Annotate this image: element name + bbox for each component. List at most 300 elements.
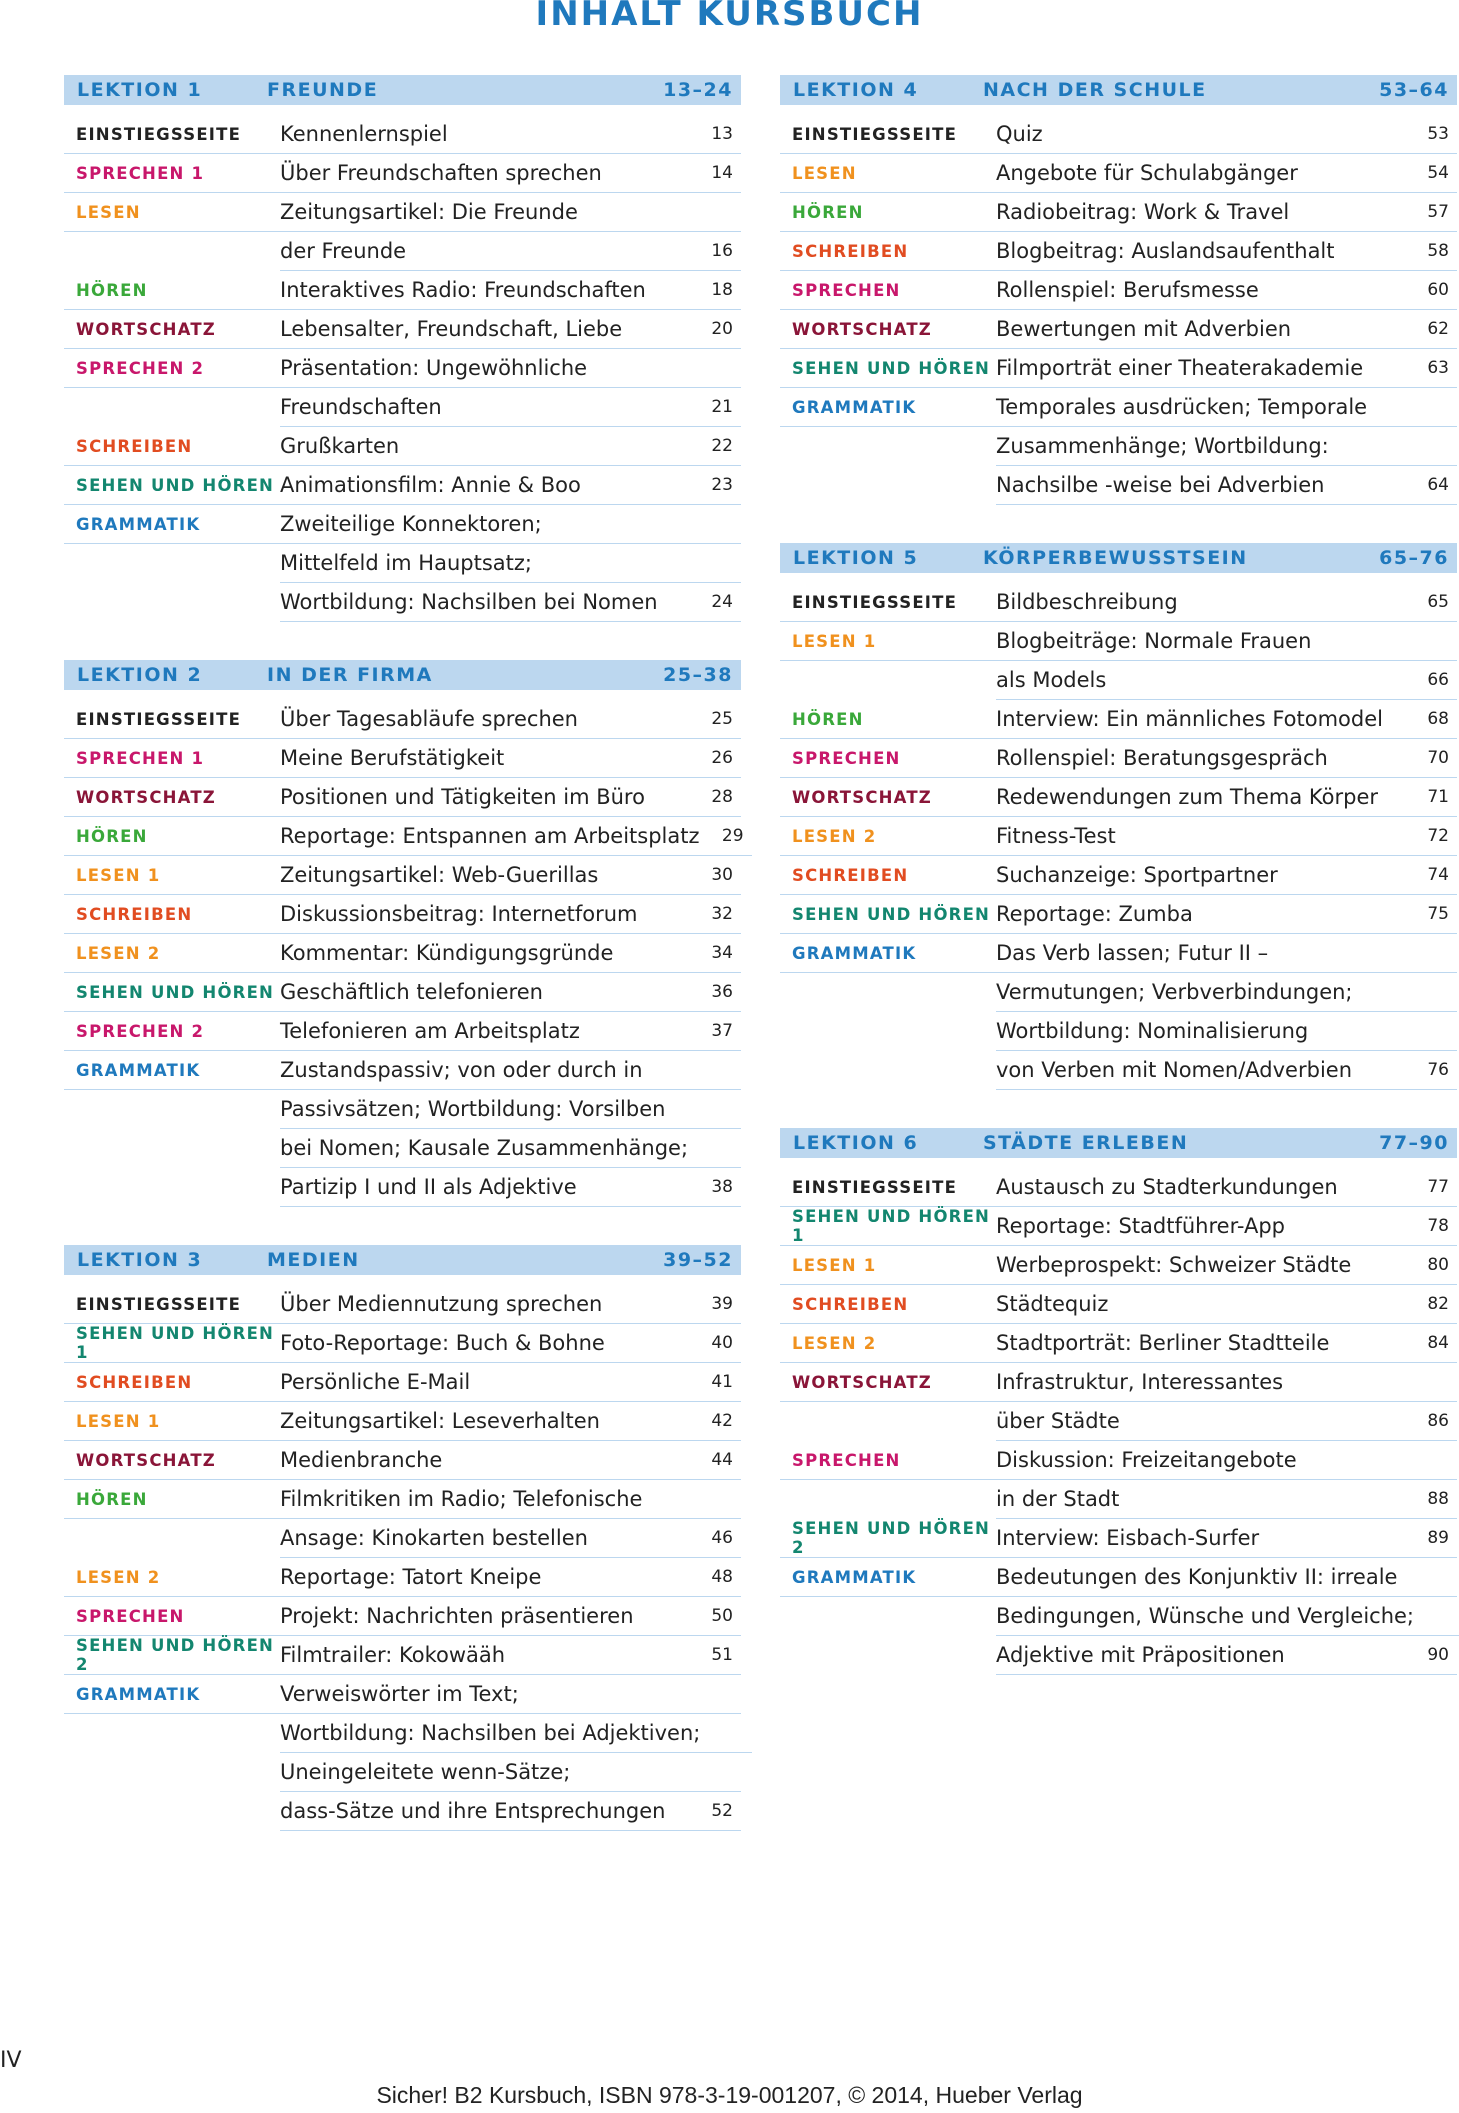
section-label: WORTSCHATZ bbox=[780, 778, 996, 817]
entry-page: 21 bbox=[689, 388, 741, 427]
section-label: EINSTIEGSSEITE bbox=[64, 115, 280, 154]
toc-entry[interactable] bbox=[780, 115, 1457, 154]
entry-page: 18 bbox=[689, 271, 741, 310]
toc-entry[interactable] bbox=[780, 1207, 1457, 1246]
entry-page: 36 bbox=[689, 973, 741, 1012]
section-label bbox=[64, 583, 280, 622]
entry-page bbox=[689, 1753, 741, 1792]
section-label: LESEN 1 bbox=[64, 856, 280, 895]
toc-entry[interactable] bbox=[64, 1012, 741, 1051]
entry-title: Wortbildung: Nominalisierung bbox=[996, 1012, 1405, 1051]
entry-title: Ansage: Kinokarten bestellen bbox=[280, 1519, 689, 1558]
toc-entry[interactable] bbox=[780, 1324, 1457, 1363]
entry-page: 24 bbox=[689, 583, 741, 622]
entry-title: Bedingungen, Wünsche und Vergleiche; bbox=[996, 1597, 1414, 1636]
section-label: LESEN 2 bbox=[780, 817, 996, 856]
entry-page: 48 bbox=[689, 1558, 741, 1597]
entry-page bbox=[1405, 973, 1457, 1012]
entry-title: Interaktives Radio: Freundschaften bbox=[280, 271, 689, 310]
toc-entry[interactable] bbox=[780, 661, 1457, 700]
toc-entry[interactable] bbox=[780, 622, 1457, 661]
entry-page: 75 bbox=[1405, 895, 1457, 934]
toc-entry[interactable] bbox=[780, 1168, 1457, 1207]
toc-entry[interactable] bbox=[64, 1402, 741, 1441]
toc-entry[interactable] bbox=[64, 1090, 741, 1129]
section-label bbox=[780, 1402, 996, 1441]
entry-page bbox=[1405, 622, 1457, 661]
toc-entry[interactable] bbox=[780, 895, 1457, 934]
toc-entry[interactable] bbox=[64, 973, 741, 1012]
section-label: WORTSCHATZ bbox=[780, 1363, 996, 1402]
entry-title: Blogbeiträge: Normale Frauen bbox=[996, 622, 1405, 661]
toc-entry[interactable] bbox=[780, 193, 1457, 232]
toc-entry[interactable] bbox=[64, 388, 741, 427]
entry-title: Passivsätzen; Wortbildung: Vorsilben bbox=[280, 1090, 689, 1129]
entry-page: 28 bbox=[689, 778, 741, 817]
entry-title: Quiz bbox=[996, 115, 1405, 154]
section-label: GRAMMATIK bbox=[780, 934, 996, 973]
entry-page: 71 bbox=[1405, 778, 1457, 817]
page-title: INHALT KURSBUCH bbox=[535, 0, 924, 34]
section-label: LESEN 2 bbox=[64, 934, 280, 973]
toc-entry[interactable] bbox=[780, 856, 1457, 895]
entry-title: Reportage: Zumba bbox=[996, 895, 1405, 934]
section-label: SEHEN UND HÖREN 1 bbox=[64, 1324, 280, 1363]
section-label: EINSTIEGSSEITE bbox=[780, 583, 996, 622]
entry-title: dass-Sätze und ihre Entsprechungen bbox=[280, 1792, 689, 1831]
entry-page: 70 bbox=[1405, 739, 1457, 778]
toc-entry[interactable] bbox=[64, 1363, 741, 1402]
toc-entry[interactable] bbox=[64, 583, 741, 622]
entry-page: 52 bbox=[689, 1792, 741, 1831]
entry-title: Stadtporträt: Berliner Stadtteile bbox=[996, 1324, 1405, 1363]
entry-title: Bedeutungen des Konjunktiv II: irreale bbox=[996, 1558, 1405, 1597]
section-label: LESEN 2 bbox=[780, 1324, 996, 1363]
section-label: HÖREN bbox=[64, 817, 280, 856]
toc-entry[interactable] bbox=[780, 1480, 1457, 1519]
entry-page: 34 bbox=[689, 934, 741, 973]
lesson-number: LEKTION 4 bbox=[793, 79, 919, 101]
entry-page: 78 bbox=[1405, 1207, 1457, 1246]
section-label: GRAMMATIK bbox=[64, 1675, 280, 1714]
entry-title: Kommentar: Kündigungsgründe bbox=[280, 934, 689, 973]
section-label bbox=[64, 1792, 280, 1831]
entry-page: 62 bbox=[1405, 310, 1457, 349]
entry-title: Persönliche E-Mail bbox=[280, 1363, 689, 1402]
toc-entry[interactable] bbox=[780, 310, 1457, 349]
section-label bbox=[780, 466, 996, 505]
lesson-number: LEKTION 2 bbox=[77, 664, 203, 686]
entry-page bbox=[689, 1675, 741, 1714]
entry-page: 22 bbox=[689, 427, 741, 466]
section-label: SCHREIBEN bbox=[780, 232, 996, 271]
toc-entry[interactable] bbox=[64, 1129, 741, 1168]
entry-page: 77 bbox=[1405, 1168, 1457, 1207]
entry-page: 46 bbox=[689, 1519, 741, 1558]
entry-page bbox=[1414, 1597, 1459, 1636]
toc-entry[interactable] bbox=[64, 1168, 741, 1207]
entry-page bbox=[1405, 1012, 1457, 1051]
entry-page: 29 bbox=[700, 817, 752, 856]
lesson-title: FREUNDE bbox=[267, 79, 379, 101]
entry-page bbox=[689, 1090, 741, 1129]
section-label: WORTSCHATZ bbox=[64, 778, 280, 817]
entry-page bbox=[1405, 1558, 1457, 1597]
lesson-pages: 39–52 bbox=[663, 1249, 733, 1271]
page-number: IV bbox=[0, 2048, 22, 2073]
toc-entry[interactable] bbox=[64, 1792, 741, 1831]
section-label: EINSTIEGSSEITE bbox=[64, 1285, 280, 1324]
toc-entry[interactable] bbox=[780, 1402, 1457, 1441]
toc-entry[interactable] bbox=[64, 700, 741, 739]
toc-entry[interactable] bbox=[780, 1597, 1457, 1636]
lesson-title: NACH DER SCHULE bbox=[983, 79, 1207, 101]
section-label: LESEN 1 bbox=[780, 622, 996, 661]
section-label: SPRECHEN bbox=[64, 1597, 280, 1636]
section-label: SEHEN UND HÖREN 1 bbox=[780, 1207, 996, 1246]
entry-title: Zeitungsartikel: Leseverhalten bbox=[280, 1402, 689, 1441]
entry-title: Rollenspiel: Beratungsgespräch bbox=[996, 739, 1405, 778]
lesson-number: LEKTION 5 bbox=[793, 547, 919, 569]
entry-title: Diskussion: Freizeitangebote bbox=[996, 1441, 1405, 1480]
section-label bbox=[64, 232, 280, 271]
section-label: EINSTIEGSSEITE bbox=[64, 700, 280, 739]
entry-page: 51 bbox=[689, 1636, 741, 1675]
entry-page: 16 bbox=[689, 232, 741, 271]
entry-title: Zeitungsartikel: Die Freunde bbox=[280, 193, 689, 232]
section-label bbox=[64, 1129, 280, 1168]
section-label: HÖREN bbox=[64, 271, 280, 310]
entry-title: Das Verb lassen; Futur II – bbox=[996, 934, 1405, 973]
toc-entry[interactable] bbox=[64, 1480, 741, 1519]
entry-page: 88 bbox=[1405, 1480, 1457, 1519]
section-label: SPRECHEN 1 bbox=[64, 154, 280, 193]
lesson-pages: 53–64 bbox=[1379, 79, 1449, 101]
entry-title: Telefonieren am Arbeitsplatz bbox=[280, 1012, 689, 1051]
toc-entry[interactable] bbox=[64, 1714, 741, 1753]
section-label: SEHEN UND HÖREN 2 bbox=[64, 1636, 280, 1675]
toc-entry[interactable] bbox=[780, 466, 1457, 505]
entry-page: 41 bbox=[689, 1363, 741, 1402]
section-label: SEHEN UND HÖREN bbox=[780, 349, 996, 388]
lesson-pages: 25–38 bbox=[663, 664, 733, 686]
entry-title: Zeitungsartikel: Web-Guerillas bbox=[280, 856, 689, 895]
section-label: SEHEN UND HÖREN bbox=[780, 895, 996, 934]
lesson-block bbox=[780, 75, 1457, 505]
toc-entry[interactable] bbox=[64, 154, 741, 193]
toc-entry[interactable] bbox=[780, 934, 1457, 973]
toc-entry[interactable] bbox=[780, 1558, 1457, 1597]
section-label: WORTSCHATZ bbox=[780, 310, 996, 349]
entry-title: Temporales ausdrücken; Temporale bbox=[996, 388, 1405, 427]
section-label: SEHEN UND HÖREN bbox=[64, 466, 280, 505]
entry-title: Blogbeitrag: Auslandsaufenthalt bbox=[996, 232, 1405, 271]
toc-entry[interactable] bbox=[64, 934, 741, 973]
section-label: EINSTIEGSSEITE bbox=[780, 1168, 996, 1207]
lesson-block bbox=[64, 660, 744, 1207]
toc-entry[interactable] bbox=[64, 1597, 741, 1636]
lesson-title: STÄDTE ERLEBEN bbox=[983, 1132, 1189, 1154]
lesson-header[interactable] bbox=[780, 75, 1457, 105]
section-label bbox=[64, 1714, 280, 1753]
toc-entry[interactable] bbox=[64, 544, 741, 583]
lesson-header[interactable] bbox=[64, 660, 741, 690]
entry-title: Adjektive mit Präpositionen bbox=[996, 1636, 1405, 1675]
toc-entry[interactable] bbox=[64, 1558, 741, 1597]
section-label: WORTSCHATZ bbox=[64, 1441, 280, 1480]
toc-entry[interactable] bbox=[780, 700, 1457, 739]
footer-copyright: Sicher! B2 Kursbuch, ISBN 978-3-19-001207, © 2014, Hueber Verlag bbox=[376, 2082, 1083, 2108]
entry-title: bei Nomen; Kausale Zusammenhänge; bbox=[280, 1129, 689, 1168]
lesson-header[interactable] bbox=[780, 1128, 1457, 1158]
entry-title: Zustandspassiv; von oder durch in bbox=[280, 1051, 689, 1090]
section-label: LESEN 2 bbox=[64, 1558, 280, 1597]
entry-title: Foto-Reportage: Buch & Bohne bbox=[280, 1324, 689, 1363]
section-label: SPRECHEN bbox=[780, 271, 996, 310]
section-label: GRAMMATIK bbox=[780, 1558, 996, 1597]
entry-page: 38 bbox=[689, 1168, 741, 1207]
toc-entry[interactable] bbox=[64, 1753, 741, 1792]
entry-page bbox=[689, 505, 741, 544]
entry-title: als Models bbox=[996, 661, 1405, 700]
entry-page bbox=[1405, 427, 1457, 466]
entry-title: Reportage: Tatort Kneipe bbox=[280, 1558, 689, 1597]
toc-entry[interactable] bbox=[64, 427, 741, 466]
entry-title: Medienbranche bbox=[280, 1441, 689, 1480]
entry-page: 84 bbox=[1405, 1324, 1457, 1363]
entry-title: Präsentation: Ungewöhnliche bbox=[280, 349, 689, 388]
toc-entry[interactable] bbox=[780, 349, 1457, 388]
entry-title: Über Tagesabläufe sprechen bbox=[280, 700, 689, 739]
section-label: HÖREN bbox=[780, 193, 996, 232]
entry-page: 80 bbox=[1405, 1246, 1457, 1285]
entry-page bbox=[700, 1714, 752, 1753]
section-label bbox=[64, 1519, 280, 1558]
section-label: SEHEN UND HÖREN bbox=[64, 973, 280, 1012]
lesson-pages: 77–90 bbox=[1379, 1132, 1449, 1154]
toc-entry[interactable] bbox=[64, 271, 741, 310]
entry-title: Filmtrailer: Kokowääh bbox=[280, 1636, 689, 1675]
entry-page bbox=[689, 1480, 741, 1519]
toc-entry[interactable] bbox=[780, 271, 1457, 310]
section-label: SEHEN UND HÖREN 2 bbox=[780, 1519, 996, 1558]
entry-page: 82 bbox=[1405, 1285, 1457, 1324]
toc-entry[interactable] bbox=[64, 193, 741, 232]
entry-title: Freundschaften bbox=[280, 388, 689, 427]
entry-title: Bildbeschreibung bbox=[996, 583, 1405, 622]
entry-page: 60 bbox=[1405, 271, 1457, 310]
entry-page: 68 bbox=[1405, 700, 1457, 739]
section-label: GRAMMATIK bbox=[64, 1051, 280, 1090]
entry-title: Partizip I und II als Adjektive bbox=[280, 1168, 689, 1207]
section-label bbox=[780, 427, 996, 466]
toc-entry[interactable] bbox=[64, 1441, 741, 1480]
entry-page: 66 bbox=[1405, 661, 1457, 700]
entry-title: Nachsilbe -weise bei Adverbien bbox=[996, 466, 1405, 505]
entry-title: Fitness-Test bbox=[996, 817, 1405, 856]
entry-title: Grußkarten bbox=[280, 427, 689, 466]
toc-entry[interactable] bbox=[780, 1246, 1457, 1285]
entry-title: Städtequiz bbox=[996, 1285, 1405, 1324]
section-label: LESEN 1 bbox=[64, 1402, 280, 1441]
toc-entry[interactable] bbox=[64, 1285, 741, 1324]
toc-entry[interactable] bbox=[780, 1519, 1457, 1558]
lesson-header[interactable] bbox=[780, 543, 1457, 573]
entry-page: 44 bbox=[689, 1441, 741, 1480]
section-label: SPRECHEN bbox=[780, 1441, 996, 1480]
toc-entry[interactable] bbox=[64, 817, 744, 856]
toc-entry[interactable] bbox=[780, 388, 1457, 427]
toc-entry[interactable] bbox=[64, 505, 741, 544]
section-label bbox=[64, 388, 280, 427]
entry-title: Reportage: Stadtführer-App bbox=[996, 1207, 1405, 1246]
section-label: LESEN bbox=[780, 154, 996, 193]
entry-title: Zweiteilige Konnektoren; bbox=[280, 505, 689, 544]
toc-entry[interactable] bbox=[780, 1441, 1457, 1480]
section-label: SCHREIBEN bbox=[64, 895, 280, 934]
toc-entry[interactable] bbox=[780, 973, 1457, 1012]
entry-page: 65 bbox=[1405, 583, 1457, 622]
toc-entry[interactable] bbox=[64, 232, 741, 271]
toc-entry[interactable] bbox=[780, 1285, 1457, 1324]
entry-page: 25 bbox=[689, 700, 741, 739]
entry-title: Vermutungen; Verbverbindungen; bbox=[996, 973, 1405, 1012]
entry-title: Projekt: Nachrichten präsentieren bbox=[280, 1597, 689, 1636]
section-label: SCHREIBEN bbox=[780, 856, 996, 895]
entry-title: von Verben mit Nomen/Adverbien bbox=[996, 1051, 1405, 1090]
entry-page bbox=[1405, 388, 1457, 427]
entry-page: 53 bbox=[1405, 115, 1457, 154]
section-label: GRAMMATIK bbox=[780, 388, 996, 427]
toc-entry[interactable] bbox=[780, 427, 1457, 466]
entry-title: Geschäftlich telefonieren bbox=[280, 973, 689, 1012]
entry-title: Interview: Ein männliches Fotomodel bbox=[996, 700, 1405, 739]
entry-page: 86 bbox=[1405, 1402, 1457, 1441]
section-label: HÖREN bbox=[64, 1480, 280, 1519]
entry-page: 30 bbox=[689, 856, 741, 895]
toc-entry[interactable] bbox=[64, 310, 741, 349]
lesson-title: MEDIEN bbox=[267, 1249, 360, 1271]
toc-entry[interactable] bbox=[64, 1675, 741, 1714]
section-label: LESEN bbox=[64, 193, 280, 232]
entry-title: Zusammenhänge; Wortbildung: bbox=[996, 427, 1405, 466]
toc-entry[interactable] bbox=[64, 739, 741, 778]
toc-entry[interactable] bbox=[64, 856, 741, 895]
entry-page bbox=[689, 349, 741, 388]
toc-entry[interactable] bbox=[780, 583, 1457, 622]
entry-page: 20 bbox=[689, 310, 741, 349]
entry-title: in der Stadt bbox=[996, 1480, 1405, 1519]
section-label bbox=[64, 1168, 280, 1207]
entry-page: 37 bbox=[689, 1012, 741, 1051]
toc-entry[interactable] bbox=[780, 154, 1457, 193]
section-label bbox=[780, 1597, 996, 1636]
entry-page: 42 bbox=[689, 1402, 741, 1441]
section-label: HÖREN bbox=[780, 700, 996, 739]
toc-entry[interactable] bbox=[780, 1636, 1457, 1675]
toc-entry[interactable] bbox=[64, 1636, 741, 1675]
toc-entry[interactable] bbox=[64, 115, 741, 154]
entry-page: 58 bbox=[1405, 232, 1457, 271]
lesson-block bbox=[64, 1245, 741, 1831]
lesson-header[interactable] bbox=[64, 75, 741, 105]
entry-page: 89 bbox=[1405, 1519, 1457, 1558]
toc-entry[interactable] bbox=[64, 1051, 741, 1090]
toc-entry[interactable] bbox=[64, 895, 741, 934]
section-label bbox=[780, 973, 996, 1012]
entry-page bbox=[1405, 1363, 1457, 1402]
entry-title: der Freunde bbox=[280, 232, 689, 271]
entry-title: über Städte bbox=[996, 1402, 1405, 1441]
entry-page: 40 bbox=[689, 1324, 741, 1363]
section-label: GRAMMATIK bbox=[64, 505, 280, 544]
toc-entry[interactable] bbox=[780, 1363, 1457, 1402]
lesson-title: IN DER FIRMA bbox=[267, 664, 433, 686]
entry-page: 74 bbox=[1405, 856, 1457, 895]
entry-title: Interview: Eisbach-Surfer bbox=[996, 1519, 1405, 1558]
entry-page: 72 bbox=[1405, 817, 1457, 856]
section-label bbox=[64, 544, 280, 583]
lesson-pages: 65–76 bbox=[1379, 547, 1449, 569]
entry-title: Filmkritiken im Radio; Telefonische bbox=[280, 1480, 689, 1519]
toc-column-right bbox=[780, 75, 1457, 1713]
toc-entry[interactable] bbox=[780, 232, 1457, 271]
section-label bbox=[780, 1051, 996, 1090]
lesson-title: KÖRPERBEWUSSTSEIN bbox=[983, 547, 1248, 569]
entry-page bbox=[689, 1051, 741, 1090]
section-label bbox=[64, 1753, 280, 1792]
lesson-block bbox=[64, 75, 741, 622]
entry-page: 32 bbox=[689, 895, 741, 934]
entry-page: 39 bbox=[689, 1285, 741, 1324]
entry-page: 57 bbox=[1405, 193, 1457, 232]
entry-title: Über Freundschaften sprechen bbox=[280, 154, 689, 193]
toc-entry[interactable] bbox=[780, 1012, 1457, 1051]
entry-title: Radiobeitrag: Work & Travel bbox=[996, 193, 1405, 232]
toc-entry[interactable] bbox=[64, 778, 741, 817]
entry-title: Wortbildung: Nachsilben bei Nomen bbox=[280, 583, 689, 622]
section-label: SCHREIBEN bbox=[64, 1363, 280, 1402]
entry-page: 23 bbox=[689, 466, 741, 505]
toc-entry[interactable] bbox=[780, 817, 1457, 856]
entry-page: 54 bbox=[1405, 154, 1457, 193]
entry-title: Angebote für Schulabgänger bbox=[996, 154, 1405, 193]
entry-page bbox=[1405, 1441, 1457, 1480]
entry-page bbox=[689, 1129, 741, 1168]
toc-entry[interactable] bbox=[64, 1324, 741, 1363]
entry-page: 50 bbox=[689, 1597, 741, 1636]
entry-page: 90 bbox=[1405, 1636, 1457, 1675]
entry-page: 63 bbox=[1405, 349, 1457, 388]
section-label bbox=[64, 1090, 280, 1129]
lesson-number: LEKTION 3 bbox=[77, 1249, 203, 1271]
entry-title: Wortbildung: Nachsilben bei Adjektiven; bbox=[280, 1714, 700, 1753]
entry-title: Meine Berufstätigkeit bbox=[280, 739, 689, 778]
toc-entry[interactable] bbox=[64, 1519, 741, 1558]
toc-entry[interactable] bbox=[780, 739, 1457, 778]
section-label: SPRECHEN 2 bbox=[64, 349, 280, 388]
toc-entry[interactable] bbox=[780, 1051, 1457, 1090]
toc-entry[interactable] bbox=[64, 349, 741, 388]
entry-page bbox=[689, 544, 741, 583]
lesson-header[interactable] bbox=[64, 1245, 741, 1275]
entry-page: 14 bbox=[689, 154, 741, 193]
entry-title: Uneingeleitete wenn-Sätze; bbox=[280, 1753, 689, 1792]
entry-page bbox=[1405, 934, 1457, 973]
toc-entry[interactable] bbox=[64, 466, 741, 505]
toc-entry[interactable] bbox=[780, 778, 1457, 817]
section-label: SCHREIBEN bbox=[64, 427, 280, 466]
